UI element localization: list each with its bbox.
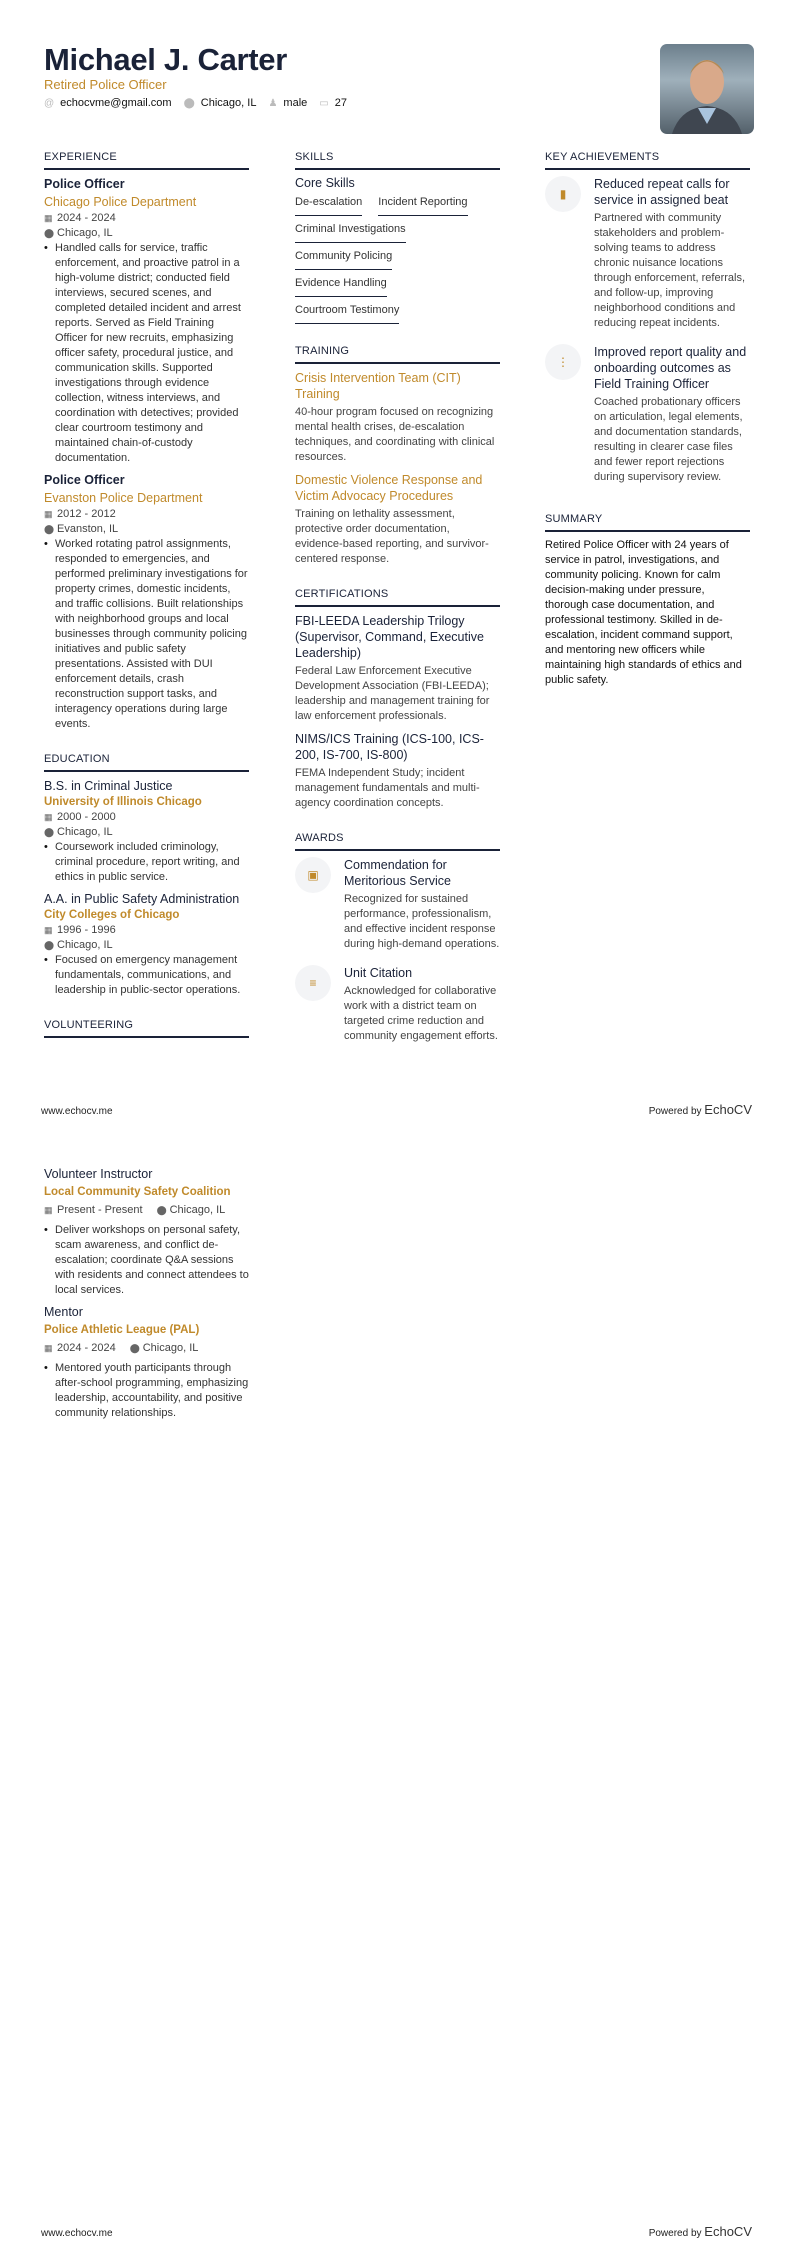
location-icon: ⬤ [156,1205,167,1215]
experience-section [44,150,249,732]
list-icon: ≡ [295,965,331,1001]
contact-row [44,97,347,109]
calendar-icon: ▦ [44,213,53,223]
location: Chicago, IL [200,97,257,109]
experience-item [44,472,249,732]
section-heading: CERTIFICATIONS [295,587,500,607]
candidate-role: Retired Police Officer [44,77,167,92]
volunteer-location: Chicago, IL [142,1342,199,1354]
achievement-title: Improved report quality and onboarding outcomes as Field Training Officer [594,345,747,391]
skill-tag: Evidence Handling [295,276,387,297]
dates: 2024 - 2024 [57,212,116,224]
achievement-desc: Coached probationary officers on articulation, legal elements, and documentation standards, resulting in clearer case files and fewer report rejections during supervisory review. [594,396,743,483]
bullet: • Worked rotating patrol assignments, responded to emergencies, and performed preliminary investigations for property crimes, domestic incidents, and traffic collisions. Built relationships with neighborhood groups and local businesses through community policing initiatives and public safety presentations. Assisted with DUI enforcement details, crash reconstruction support tasks, and interagency operations during large events. [44,537,249,732]
powered-by-label: Powered by [648,1106,702,1117]
volunteer-item [44,1304,249,1421]
job-location: Evanston, IL [57,523,119,535]
education-item [44,891,249,998]
cert-desc: Federal Law Enforcement Executive Development Association (FBI-LEEDA); leadership and management training for law enforcement professionals. [295,665,490,722]
job-title: Police Officer [44,177,125,191]
volunteer-location: Chicago, IL [169,1204,226,1216]
cert-desc: FEMA Independent Study; incident management fundamentals and multi-agency coordination concepts. [295,767,480,809]
achievement-title: Reduced repeat calls for service in assigned beat [594,177,730,207]
footer-site[interactable]: www.echocv.me [41,2228,113,2239]
section-heading: KEY ACHIEVEMENTS [545,150,750,170]
powered-by-label: Powered by [648,2228,702,2239]
award-title: Commendation for Meritorious Service [344,858,451,888]
bullet: • Coursework included criminology, criminal procedure, report writing, and ethics in public service. [44,840,249,885]
dates: Present - Present [57,1204,143,1216]
cert-title: FBI-LEEDA Leadership Trilogy (Supervisor, Command, Executive Leadership) [295,614,484,660]
school-location: Chicago, IL [57,826,113,838]
award-item [295,965,500,1051]
volunteer-role: Volunteer Instructor [44,1167,153,1181]
dates: 2012 - 2012 [57,508,116,520]
volunteer-org: Local Community Safety Coalition [44,1186,231,1198]
profile-photo [660,44,754,134]
achievement-item [545,176,750,338]
volunteer-org: Police Athletic League (PAL) [44,1324,200,1336]
job-location: Chicago, IL [57,227,113,239]
achievement-item [545,344,750,492]
right-column [545,150,750,708]
age: 27 [334,97,347,109]
award-desc: Recognized for sustained performance, professionalism, and effective incident response during high-demand operations. [344,893,500,950]
dates: 1996 - 1996 [57,924,116,936]
education-section [44,752,249,998]
brand-logo: EchoCV [704,1102,752,1117]
more-icon: ⋮ [545,344,581,380]
achievement-desc: Partnered with community stakeholders and problem-solving teams to address chronic nuisance locations through enforcement, referrals, and follow-up, improving neighborhood conditions and reducing repeat incidents. [594,212,746,329]
location-icon: ⬤ [44,827,55,837]
skill-tag: Incident Reporting [378,195,467,216]
calendar-icon: ▦ [44,1205,53,1215]
school: City Colleges of Chicago [44,909,180,921]
location-icon: ⬤ [44,524,55,534]
experience-item [44,176,249,466]
section-heading: SUMMARY [545,512,750,532]
volunteer-role: Mentor [44,1305,83,1319]
calendar-icon: ▦ [44,812,53,822]
footer-powered [649,2224,752,2239]
report-icon: ▮ [545,176,581,212]
section-heading: EXPERIENCE [44,150,249,170]
summary-section [545,512,750,688]
gender: male [283,97,308,109]
location-icon: ⬤ [183,98,195,109]
school-location: Chicago, IL [57,939,113,951]
skill-tag: Community Policing [295,249,392,270]
certifications-section [295,587,500,811]
clipboard-icon: ▣ [295,857,331,893]
left-column [44,150,249,1082]
brand-logo: EchoCV [704,2224,752,2239]
school: University of Illinois Chicago [44,796,202,808]
skill-tag: De-escalation [295,195,362,216]
job-title: Police Officer [44,473,125,487]
awards-section [295,831,500,1051]
training-title: Crisis Intervention Team (CIT) Training [295,371,461,401]
cert-title: NIMS/ICS Training (ICS-100, ICS-200, IS-700, IS-800) [295,732,484,762]
section-heading: VOLUNTEERING [44,1018,249,1038]
volunteering-section [44,1018,249,1038]
section-heading: SKILLS [295,150,500,170]
location-icon: ⬤ [129,1343,140,1353]
degree: B.S. in Criminal Justice [44,779,173,793]
skills-section [295,150,500,324]
email-icon: @ [44,98,55,109]
bullet: • Mentored youth participants through after-school programming, emphasizing leadership, accountability, and positive community relationships. [44,1361,249,1421]
volunteering-list [44,1166,249,1427]
summary-text: Retired Police Officer with 24 years of service in patrol, investigations, and community policing. Known for calm decision-making under pressure, thorough case documentation, and professional testimony. Skilled in de-escalation, incident command support, and mentoring new officers while maintaining high standards of ethics and public safety. [545,539,742,686]
calendar-icon: ▭ [319,98,329,109]
location-icon: ⬤ [44,940,55,950]
section-heading: TRAINING [295,344,500,364]
company: Evanston Police Department [44,491,203,505]
section-heading: EDUCATION [44,752,249,772]
award-desc: Acknowledged for collaborative work with a district team on targeted crime reduction and community engagement efforts. [344,985,498,1042]
calendar-icon: ▦ [44,1343,53,1353]
award-item [295,857,500,959]
skill-tag: Courtroom Testimony [295,303,399,324]
location-icon: ⬤ [44,228,55,238]
email: echocvme@gmail.com [60,97,172,109]
calendar-icon: ▦ [44,509,53,519]
skill-group-title: Core Skills [295,176,355,190]
achievements-section [545,150,750,492]
calendar-icon: ▦ [44,925,53,935]
candidate-name: Michael J. Carter [44,42,288,77]
training-desc: 40-hour program focused on recognizing mental health crises, de-escalation techniques, and coordinating with clinical resources. [295,406,495,463]
dates: 2024 - 2024 [57,1342,116,1354]
training-desc: Training on lethality assessment, protective order documentation, evidence-based reporting, and survivor-centered response. [295,508,489,565]
training-title: Domestic Violence Response and Victim Advocacy Procedures [295,473,483,503]
education-item [44,778,249,885]
training-section [295,344,500,567]
person-icon: ♟ [268,98,278,109]
dates: 2000 - 2000 [57,811,116,823]
degree: A.A. in Public Safety Administration [44,892,240,906]
award-title: Unit Citation [344,966,413,980]
volunteer-item [44,1166,249,1298]
company: Chicago Police Department [44,195,197,209]
bullet: • Deliver workshops on personal safety, scam awareness, and conflict de-escalation; coordinate Q&A sessions with residents and connect attendees to local services. [44,1223,249,1298]
bullet: • Handled calls for service, traffic enforcement, and proactive patrol in a high-volume district; conducted field interviews, secured scenes, and completed detailed incident and arrest reports. Served as Field Training Officer for new recruits, emphasizing officer safety, procedural justice, and communication skills. Supported investigations through evidence collection, witness interviews, and coordination with detectives; provided clear courtroom testimony and maintained chain-of-custody documentation. [44,241,249,466]
bullet: • Focused on emergency management fundamentals, communications, and leadership in public-sector operations. [44,953,249,998]
footer-site[interactable]: www.echocv.me [41,1106,113,1117]
footer-powered [649,1102,752,1117]
page-2 [0,1130,794,2246]
middle-column [295,150,500,1082]
skill-tag: Criminal Investigations [295,222,406,243]
section-heading: AWARDS [295,831,500,851]
